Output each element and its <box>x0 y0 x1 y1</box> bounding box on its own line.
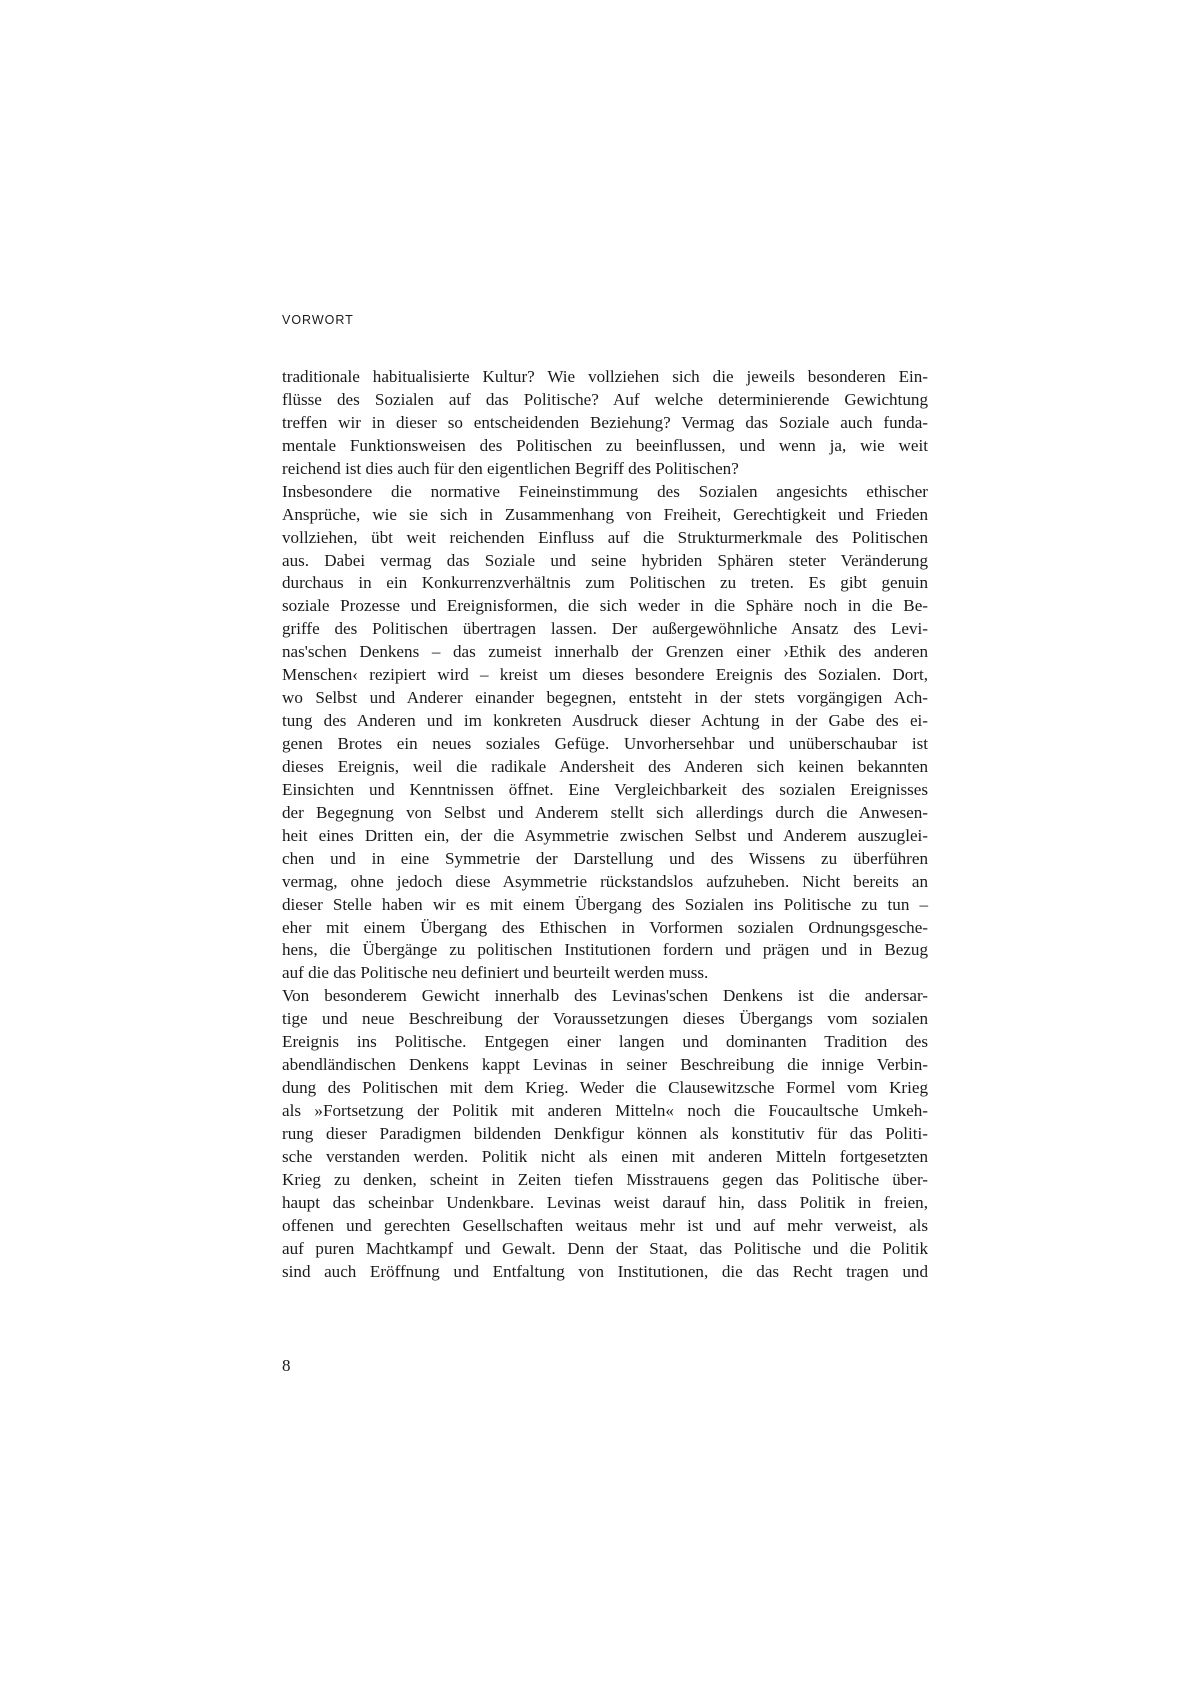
text-line: vollziehen, übt weit reichenden Einfluss auf die Strukturmerkmale des Politischen <box>282 527 928 547</box>
text-line: tige und neue Beschreibung der Voraussetzungen dieses Übergangs vom sozialen <box>282 1009 928 1029</box>
text-line: der Begegnung von Selbst und Anderem stellt sich allerdings durch die Anwesen- <box>282 802 928 822</box>
text-line: reichend ist dies auch für den eigentlichen Begriff des Politischen? <box>282 458 739 478</box>
text-line: aus. Dabei vermag das Soziale und seine hybriden Sphären steter Veränderung <box>282 550 928 570</box>
text-line: Ereignis ins Politische. Entgegen einer langen und dominanten Tradition des <box>282 1032 928 1052</box>
text-line: Krieg zu denken, scheint in Zeiten tiefen Misstrauens gegen das Politische über- <box>282 1169 928 1189</box>
text-line: offenen und gerechten Gesellschaften weitaus mehr ist und auf mehr verweist, als <box>282 1215 928 1235</box>
text-line: wo Selbst und Anderer einander begegnen, entsteht in der stets vorgängigen Ach- <box>282 688 928 708</box>
text-line: heit eines Dritten ein, der die Asymmetrie zwischen Selbst und Anderem auszuglei- <box>282 825 928 845</box>
text-line: Einsichten und Kenntnissen öffnet. Eine Vergleichbarkeit des sozialen Ereignisses <box>282 779 928 799</box>
text-line: dieser Stelle haben wir es mit einem Übergang des Sozialen ins Politische zu tun – <box>282 894 928 914</box>
text-line: rung dieser Paradigmen bildenden Denkfigur können als konstitutiv für das Politi- <box>282 1123 928 1143</box>
text-line: nas'schen Denkens – das zumeist innerhalb der Grenzen einer ›Ethik des anderen <box>282 642 928 662</box>
text-line: Von besonderem Gewicht innerhalb des Levinas'schen Denkens ist die andersar- <box>282 986 928 1006</box>
text-line: abendländischen Denkens kappt Levinas in seiner Beschreibung die innige Verbin- <box>282 1055 928 1075</box>
text-line: hens, die Übergänge zu politischen Institutionen fordern und prägen und in Bezug <box>282 940 928 960</box>
body-text <box>282 366 928 1284</box>
text-line: sind auch Eröffnung und Entfaltung von Institutionen, die das Recht tragen und <box>282 1261 928 1281</box>
text-line: durchaus in ein Konkurrenzverhältnis zum Politischen zu treten. Es gibt genuin <box>282 573 928 593</box>
text-line: genen Brotes ein neues soziales Gefüge. Unvorhersehbar und unüberschaubar ist <box>282 734 928 753</box>
text-line: treffen wir in dieser so entscheidenden Beziehung? Vermag das Soziale auch funda- <box>282 412 928 432</box>
text-line: tung des Anderen und im konkreten Ausdruck dieser Achtung in der Gabe des ei- <box>282 711 928 731</box>
text-line: als »Fortsetzung der Politik mit anderen Mitteln« noch die Foucaultsche Umkeh- <box>282 1101 928 1120</box>
text-line: auf die das Politische neu definiert und beurteilt werden muss. <box>282 963 709 983</box>
text-line: sche verstanden werden. Politik nicht als einen mit anderen Mitteln fortgesetzten <box>282 1146 928 1166</box>
text-line: Menschen‹ rezipiert wird – kreist um dieses besondere Ereignis des Sozialen. Dort, <box>282 665 928 685</box>
text-line: vermag, ohne jedoch diese Asymmetrie rückstandslos aufzuheben. Nicht bereits an <box>282 871 928 891</box>
text-line: haupt das scheinbar Undenkbare. Levinas weist darauf hin, dass Politik in freien, <box>282 1192 928 1212</box>
text-line: chen und in eine Symmetrie der Darstellung und des Wissens zu überführen <box>282 848 928 868</box>
text-line: Ansprüche, wie sie sich in Zusammenhang von Freiheit, Gerechtigkeit und Frieden <box>282 504 928 524</box>
text-line: eher mit einem Übergang des Ethischen in Vorformen sozialen Ordnungsgesche- <box>282 917 928 937</box>
running-head: VORWORT <box>282 313 354 327</box>
text-line: dieses Ereignis, weil die radikale Andersheit des Anderen sich keinen bekannten <box>282 756 928 776</box>
page-number: 8 <box>282 1356 291 1375</box>
text-line: soziale Prozesse und Ereignisformen, die sich weder in die Sphäre noch in die Be- <box>282 596 928 616</box>
text-line: auf puren Machtkampf und Gewalt. Denn der Staat, das Politische und die Politik <box>282 1238 928 1258</box>
text-line: dung des Politischen mit dem Krieg. Weder die Clausewitzsche Formel vom Krieg <box>282 1078 928 1098</box>
text-line: traditionale habitualisierte Kultur? Wie vollziehen sich die jeweils besonderen Ein- <box>282 367 928 386</box>
text-line: flüsse des Sozialen auf das Politische? Auf welche determinierende Gewichtung <box>282 389 928 409</box>
text-line: griffe des Politischen übertragen lassen. Der außergewöhnliche Ansatz des Levi- <box>282 619 928 639</box>
text-line: mentale Funktionsweisen des Politischen zu beeinflussen, und wenn ja, wie weit <box>282 435 928 455</box>
text-line: Insbesondere die normative Feineinstimmung des Sozialen angesichts ethischer <box>282 481 928 501</box>
